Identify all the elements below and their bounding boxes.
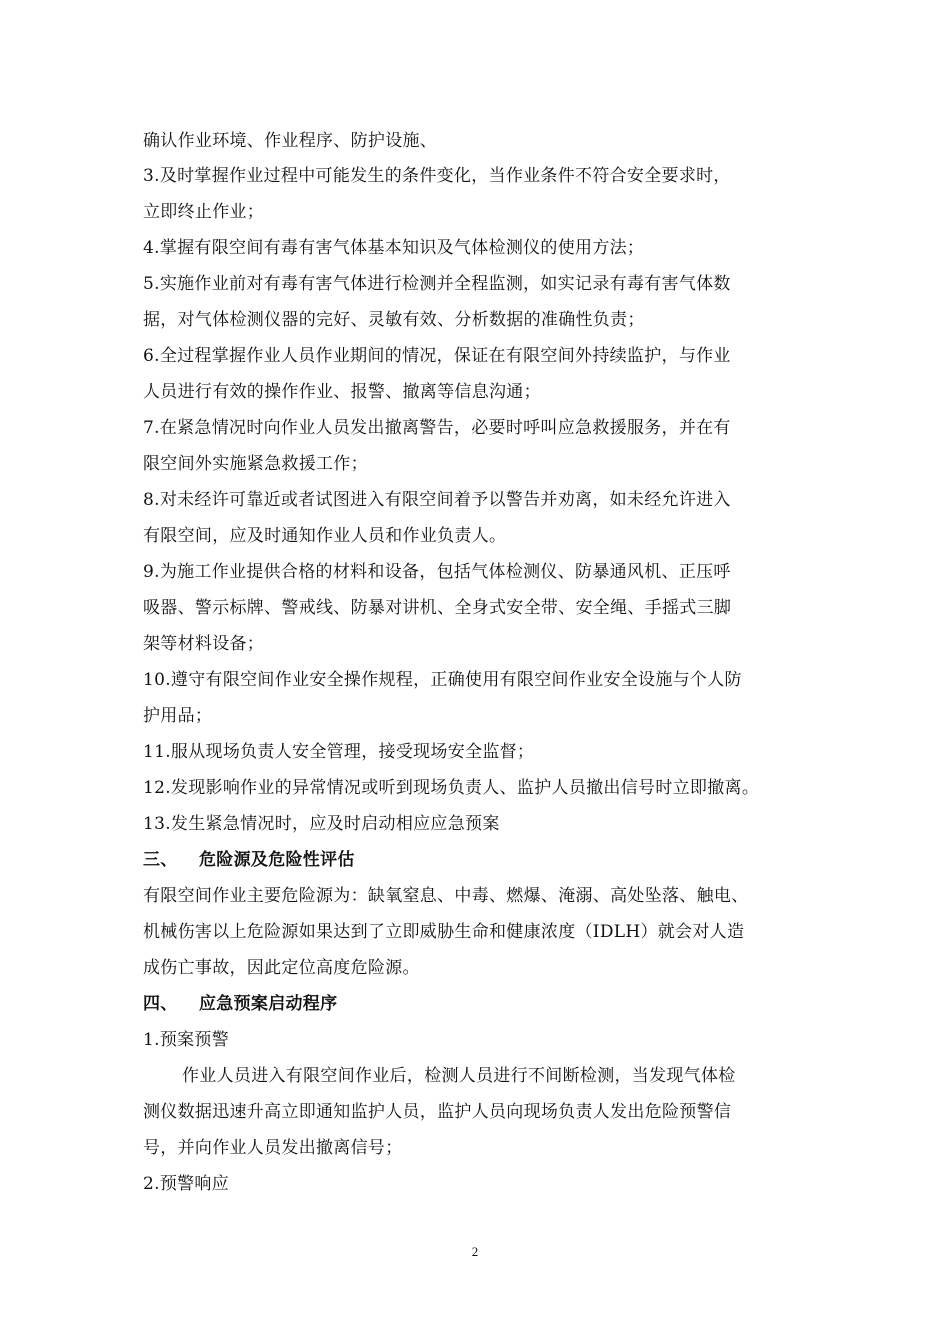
body-line: 吸器、警示标牌、警戒线、防暴对讲机、全身式安全带、安全绳、手摇式三脚	[143, 598, 732, 618]
section-title: 应急预案启动程序	[199, 994, 338, 1014]
body-line: 确认作业环境、作业程序、防护设施、	[143, 131, 438, 151]
body-line: 限空间外实施紧急救援工作；	[143, 454, 368, 474]
subheading: 1.预案预警	[143, 1030, 230, 1050]
body-line: 10.遵守有限空间作业安全操作规程，正确使用有限空间作业安全设施与个人防	[143, 670, 742, 690]
body-line: 9.为施工作业提供合格的材料和设备，包括气体检测仪、防暴通风机、正压呼	[143, 562, 731, 582]
page-number: 2	[471, 1244, 479, 1259]
body-line: 3.及时掌握作业过程中可能发生的条件变化，当作业条件不符合安全要求时，	[143, 166, 731, 186]
body-line: 8.对未经许可靠近或者试图进入有限空间着予以警告并劝离，如未经允许进入	[143, 490, 731, 510]
body-line: 人员进行有效的操作作业、报警、撤离等信息沟通；	[143, 382, 541, 402]
body-line: 5.实施作业前对有毒有害气体进行检测并全程监测，如实记录有毒有害气体数	[143, 274, 731, 294]
section-title: 危险源及危险性评估	[199, 850, 355, 870]
body-line: 架等材料设备；	[143, 634, 265, 654]
section-number: 三、	[143, 850, 178, 870]
subheading: 2.预警响应	[143, 1174, 230, 1194]
body-line: 作业人员进入有限空间作业后，检测人员进行不间断检测，当发现气体检	[182, 1066, 736, 1086]
body-line: 12.发现影响作业的异常情况或听到现场负责人、监护人员撤出信号时立即撤离。	[143, 778, 760, 798]
body-line: 据，对气体检测仪器的完好、灵敏有效、分析数据的准确性负责；	[143, 310, 645, 330]
body-line: 有限空间，应及时通知作业人员和作业负责人。	[143, 526, 507, 546]
body-line: 成伤亡事故，因此定位高度危险源。	[143, 958, 420, 978]
body-line: 机械伤害以上危险源如果达到了立即威胁生命和健康浓度（IDLH）就会对人造	[143, 922, 745, 942]
body-line: 号，并向作业人员发出撤离信号；	[143, 1138, 403, 1158]
body-line: 4.掌握有限空间有毒有害气体基本知识及气体检测仪的使用方法；	[143, 238, 645, 258]
section-number: 四、	[143, 994, 178, 1014]
body-line: 13.发生紧急情况时，应及时启动相应应急预案	[143, 814, 500, 834]
body-line: 7.在紧急情况时向作业人员发出撤离警告，必要时呼叫应急救援服务，并在有	[143, 418, 731, 438]
body-line: 测仪数据迅速升高立即通知监护人员，监护人员向现场负责人发出危险预警信	[143, 1102, 732, 1122]
body-line: 立即终止作业；	[143, 202, 265, 222]
body-line: 11.服从现场负责人安全管理，接受现场安全监督；	[143, 742, 535, 762]
body-line: 护用品；	[143, 706, 213, 726]
section-heading-4	[143, 992, 337, 1016]
body-line: 有限空间作业主要危险源为：缺氧窒息、中毒、燃爆、淹溺、高处坠落、触电、	[143, 886, 749, 906]
body-line: 6.全过程掌握作业人员作业期间的情况，保证在有限空间外持续监护，与作业	[143, 346, 731, 366]
section-heading-3	[143, 848, 355, 872]
